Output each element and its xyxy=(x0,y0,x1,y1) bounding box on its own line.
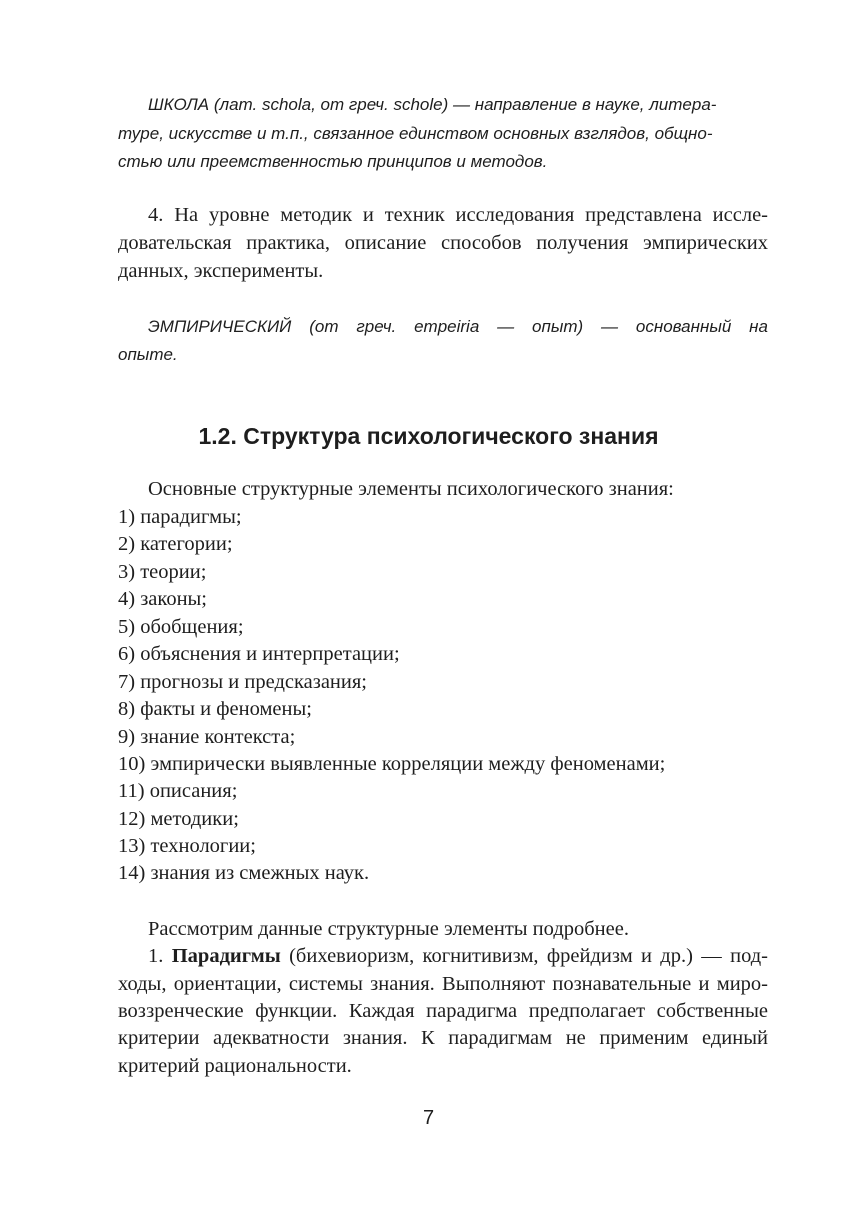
item-number: 1. xyxy=(148,945,164,967)
list-item: 4) законы; xyxy=(118,588,208,610)
definition-line: ЭМПИРИЧЕСКИЙ (от греч. empeiria — опыт) — основанный на xyxy=(148,317,768,336)
definition-line: ШКОЛА (лат. schola, от греч. schole) — направление в науке, литера- xyxy=(148,95,717,114)
list-item: 8) факты и феномены; xyxy=(118,698,312,720)
paradigms-term: Парадигмы xyxy=(171,945,281,967)
paragraph-line: ходы, ориентации, системы знания. Выполняют познавательные и миро- xyxy=(118,973,768,995)
list-item: 5) обобщения; xyxy=(118,616,244,638)
definition-line: опыте. xyxy=(118,345,178,364)
list-item: 9) знание контекста; xyxy=(118,726,296,748)
paragraph-line: данных, эксперименты. xyxy=(118,260,324,282)
paragraph-line xyxy=(148,945,768,972)
paragraph-text: (бихевиоризм, когнитивизм, фрейдизм и др.) — под- xyxy=(289,945,768,967)
paragraph-line: довательская практика, описание способов получения эмпирических xyxy=(118,232,768,254)
paragraph-line: 4. На уровне методик и техник исследования представлена иссле- xyxy=(148,204,768,226)
definition-line: стью или преемственностью принципов и методов. xyxy=(118,152,548,171)
list-item: 12) методики; xyxy=(118,808,239,830)
consider-line: Рассмотрим данные структурные элементы подробнее. xyxy=(148,918,629,940)
list-item: 6) объяснения и интерпретации; xyxy=(118,643,400,665)
list-item: 7) прогнозы и предсказания; xyxy=(118,671,367,693)
list-item: 2) категории; xyxy=(118,533,233,555)
list-item: 10) эмпирически выявленные корреляции между феноменами; xyxy=(118,753,666,775)
list-item: 13) технологии; xyxy=(118,835,256,857)
list-item: 3) теории; xyxy=(118,561,207,583)
list-item: 14) знания из смежных наук. xyxy=(118,862,370,884)
paragraph-line: воззренческие функции. Каждая парадигма предполагает собственные xyxy=(118,1000,768,1022)
section-title: 1.2. Структура психологического знания xyxy=(198,423,659,449)
paragraph-line: критерии адекватности знания. К парадигмам не применим единый xyxy=(118,1027,768,1049)
section-intro: Основные структурные элементы психологического знания: xyxy=(148,478,674,500)
paragraph-line: критерий рациональности. xyxy=(118,1055,352,1077)
definition-line: туре, искусстве и т.п., связанное единством основных взглядов, общно- xyxy=(118,124,713,143)
page-number: 7 xyxy=(422,1107,435,1129)
list-item: 1) парадигмы; xyxy=(118,506,242,528)
list-item: 11) описания; xyxy=(118,780,238,802)
